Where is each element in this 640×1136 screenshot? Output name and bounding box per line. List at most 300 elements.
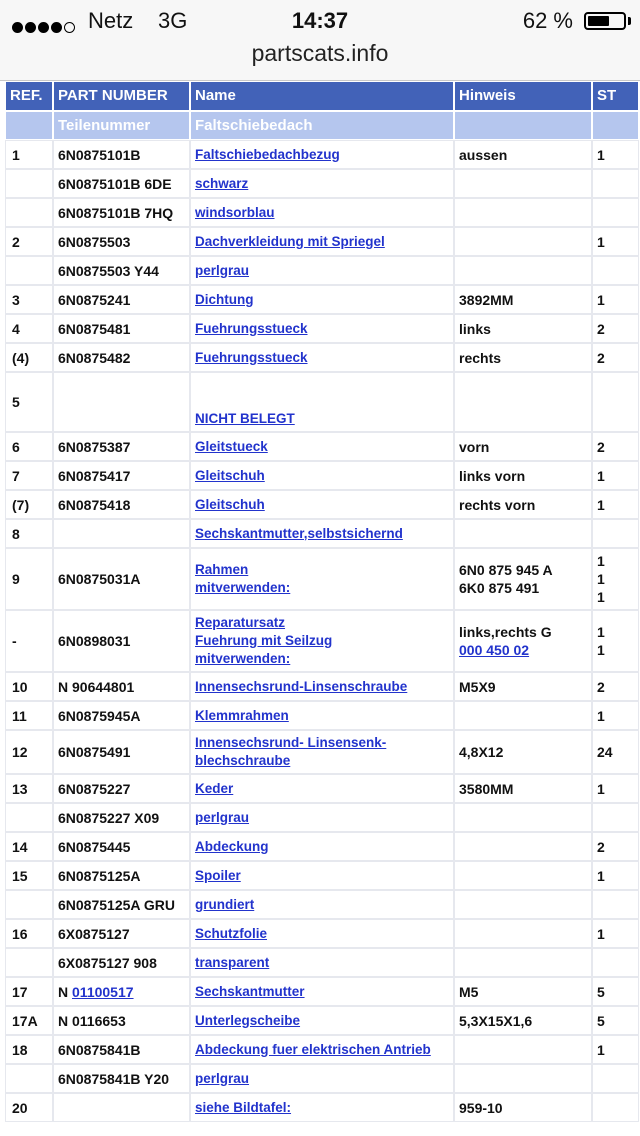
part-name-link[interactable]: Fuehrungsstueck: [195, 320, 308, 336]
table-row: [6, 731, 638, 773]
name-cell: [191, 978, 453, 1005]
hinweis-text: links vorn: [459, 467, 526, 484]
hinweis-cell: [455, 702, 591, 729]
table-row: [6, 833, 638, 860]
quantity: 1: [597, 780, 605, 797]
part-number-cell: [54, 1065, 189, 1092]
hinweis-text: 3892MM: [459, 291, 514, 308]
name-cell: [191, 228, 453, 255]
ref-cell: 4: [6, 315, 52, 342]
part-number: 6N0875503: [58, 233, 131, 250]
name-cell: [191, 775, 453, 802]
name-cell: [191, 462, 453, 489]
quantity: 5: [597, 1012, 605, 1029]
table-row: [6, 1094, 638, 1121]
table-row: [6, 433, 638, 460]
ref-cell: 5: [6, 373, 52, 431]
table-row: [6, 491, 638, 518]
name-cell: [191, 1007, 453, 1034]
hinweis-cell: [455, 199, 591, 226]
part-number: 6N0875481: [58, 320, 131, 337]
part-name-link[interactable]: mitverwenden:: [195, 580, 291, 595]
quantity-cell: [593, 491, 638, 518]
part-name-link[interactable]: Abdeckung fuer elektrischen Antrieb: [195, 1041, 431, 1057]
table-row: [6, 775, 638, 802]
part-name-link[interactable]: Sechskantmutter: [195, 983, 305, 999]
clock: 14:37: [291, 8, 349, 33]
table-row: [6, 611, 638, 671]
quantity-cell: [593, 170, 638, 197]
hinweis-cell: [455, 833, 591, 860]
quantity-cell: [593, 702, 638, 729]
part-name-link[interactable]: siehe Bildtafel:: [195, 1099, 292, 1115]
part-name-link[interactable]: Dachverkleidung mit Spriegel: [195, 233, 385, 249]
quantity-cell: [593, 731, 638, 773]
battery-tip: [628, 17, 631, 25]
quantity-cell: [593, 257, 638, 284]
hinweis-cell: [455, 978, 591, 1005]
hinweis-cell: [455, 1065, 591, 1092]
part-number: 6N0875241: [58, 291, 131, 308]
part-name-link[interactable]: Fuehrungsstueck: [195, 349, 308, 365]
part-number-cell: [54, 1036, 189, 1063]
table-row: [6, 949, 638, 976]
name-cell: [191, 170, 453, 197]
hinweis-cell: [455, 1094, 591, 1121]
part-number-cell: [54, 862, 189, 889]
ref-cell: 1: [6, 141, 52, 168]
table-header-row: [6, 82, 638, 110]
part-number: N 90644801: [58, 678, 135, 695]
table-row: [6, 141, 638, 168]
name-cell: [191, 949, 453, 976]
name-cell: [191, 920, 453, 947]
part-number-cell: [54, 775, 189, 802]
part-name-link[interactable]: Dichtung: [195, 291, 254, 307]
name-cell: [191, 702, 453, 729]
ref-cell: 13: [6, 775, 52, 802]
part-number-cell: [54, 731, 189, 773]
hinweis-cell: [455, 373, 591, 431]
part-name-link[interactable]: Rahmen: [195, 562, 249, 577]
table-row: [6, 978, 638, 1005]
part-name-link[interactable]: Innensechsrund-Linsenschraube: [195, 678, 408, 694]
table-row: [6, 199, 638, 226]
ref-cell: [6, 199, 52, 226]
ref-cell: [6, 804, 52, 831]
ref-cell: 14: [6, 833, 52, 860]
quantity: 24: [597, 744, 613, 760]
part-number-cell: [54, 170, 189, 197]
quantity-cell: [593, 141, 638, 168]
part-number-link[interactable]: 01100517: [72, 983, 134, 1000]
part-number: 6N0875125A: [58, 867, 141, 884]
ref-cell: 17: [6, 978, 52, 1005]
part-name-link[interactable]: perlgrau: [195, 262, 250, 278]
part-number-cell: [54, 344, 189, 371]
quantity-cell: [593, 1036, 638, 1063]
table-row: [6, 315, 638, 342]
part-number: 6N0875482: [58, 349, 131, 366]
hinweis-cell: [455, 862, 591, 889]
ref-cell: 20: [6, 1094, 52, 1121]
part-name-link[interactable]: Keder: [195, 780, 234, 796]
part-name-link[interactable]: NICHT BELEGT: [195, 411, 295, 426]
table-row: [6, 804, 638, 831]
name-cell: [191, 286, 453, 313]
table-subheader-row: [6, 112, 638, 139]
quantity-cell: [593, 228, 638, 255]
part-number-cell: [54, 491, 189, 518]
part-name-link[interactable]: schwarz: [195, 175, 249, 191]
name-cell: [191, 141, 453, 168]
hinweis-cell: [455, 1007, 591, 1034]
hinweis-cell: [455, 228, 591, 255]
hinweis-cell: [455, 949, 591, 976]
ref-cell: 7: [6, 462, 52, 489]
part-number: 6N0875841B: [58, 1041, 141, 1058]
quantity: 1: [597, 291, 605, 308]
hinweis-cell: [455, 920, 591, 947]
hinweis-text: 4,8X12: [459, 744, 504, 760]
ref-cell: [6, 257, 52, 284]
part-number-cell: [54, 228, 189, 255]
part-name-link[interactable]: Gleitschuh: [195, 496, 265, 512]
name-cell: [191, 549, 453, 609]
header-st: ST: [593, 82, 638, 110]
part-number-cell: [54, 702, 189, 729]
hinweis-text: M5X9: [459, 678, 496, 695]
part-number-cell: [54, 433, 189, 460]
table-row: [6, 862, 638, 889]
table-row: [6, 228, 638, 255]
ref-cell: [6, 949, 52, 976]
header-part-number: PART NUMBER: [54, 82, 189, 110]
part-number-cell: [54, 611, 189, 671]
ref-cell: -: [6, 611, 52, 671]
name-cell: [191, 199, 453, 226]
part-name-link[interactable]: Gleitschuh: [195, 467, 265, 483]
hinweis-cell: [455, 462, 591, 489]
part-name-link[interactable]: mitverwenden:: [195, 651, 291, 666]
part-number-cell: [54, 373, 189, 431]
quantity: 1: [597, 589, 605, 605]
table-row: [6, 520, 638, 547]
table-row: [6, 373, 638, 431]
hinweis-cell: [455, 170, 591, 197]
quantity-cell: [593, 949, 638, 976]
part-name-link[interactable]: Faltschiebedachbezug: [195, 146, 340, 162]
part-number-cell: [54, 462, 189, 489]
quantity-cell: [593, 891, 638, 918]
quantity-cell: [593, 862, 638, 889]
hinweis-text: links,rechts G: [459, 624, 552, 640]
table-row: [6, 286, 638, 313]
name-cell: [191, 1036, 453, 1063]
name-cell: [191, 1094, 453, 1121]
ref-cell: 12: [6, 731, 52, 773]
quantity-cell: [593, 920, 638, 947]
hinweis-cell: [455, 257, 591, 284]
part-number-cell: [54, 199, 189, 226]
ref-cell: 3: [6, 286, 52, 313]
ref-cell: 9: [6, 549, 52, 609]
hinweis-text: 3580MM: [459, 780, 514, 797]
hinweis-cell: [455, 611, 591, 671]
name-cell: [191, 891, 453, 918]
browser-chrome: [0, 0, 640, 81]
quantity: 1: [597, 467, 605, 484]
part-name-link[interactable]: Innensechsrund- Linsensenk-: [195, 735, 387, 750]
quantity: 2: [597, 320, 605, 337]
quantity: 2: [597, 838, 605, 855]
part-name-link[interactable]: Sechskantmutter,selbstsichernd: [195, 525, 403, 541]
quantity: 1: [597, 146, 605, 163]
quantity: 1: [597, 624, 605, 640]
table-row: [6, 1036, 638, 1063]
quantity: 1: [597, 553, 605, 569]
part-number: 6N0875945A: [58, 707, 141, 724]
parts-table: [4, 80, 640, 1123]
quantity-cell: [593, 286, 638, 313]
hinweis-cell: [455, 549, 591, 609]
address-bar[interactable]: partscats.info: [251, 40, 389, 66]
carrier-name: Netz: [88, 8, 134, 33]
hinweis-text: 5,3X15X1,6: [459, 1012, 533, 1029]
part-number-cell: [54, 315, 189, 342]
ref-cell: 17A: [6, 1007, 52, 1034]
quantity: 2: [597, 349, 605, 366]
quantity-cell: [593, 315, 638, 342]
part-number: N 0116653: [58, 1012, 126, 1029]
quantity-cell: [593, 611, 638, 671]
quantity-cell: [593, 433, 638, 460]
table-row: [6, 170, 638, 197]
quantity: 1: [597, 1041, 605, 1058]
table-row: [6, 673, 638, 700]
part-name-link[interactable]: transparent: [195, 954, 270, 970]
name-cell: [191, 433, 453, 460]
quantity-cell: [593, 344, 638, 371]
quantity-cell: [593, 833, 638, 860]
table-row: [6, 344, 638, 371]
part-name-link[interactable]: Klemmrahmen: [195, 707, 289, 723]
quantity: 2: [597, 678, 605, 695]
header-hinweis: Hinweis: [455, 82, 591, 110]
hinweis-text: rechts vorn: [459, 496, 536, 513]
part-number-cell: [54, 1007, 189, 1034]
ref-cell: (4): [6, 344, 52, 371]
subheader-empty: [6, 112, 52, 139]
part-number: 6N0875227 X09: [58, 809, 160, 826]
parts-table-container: [0, 80, 640, 1123]
quantity: 1: [597, 867, 605, 884]
ref-cell: 16: [6, 920, 52, 947]
name-cell: [191, 731, 453, 773]
ref-cell: 6: [6, 433, 52, 460]
name-cell: [191, 804, 453, 831]
quantity-cell: [593, 520, 638, 547]
table-row: [6, 920, 638, 947]
part-number: 6X0875127 908: [58, 954, 157, 971]
quantity-cell: [593, 549, 638, 609]
part-number: 6N0875503 Y44: [58, 262, 159, 279]
hinweis-cell: [455, 344, 591, 371]
part-number: 6N0875417: [58, 467, 131, 484]
ref-cell: 2: [6, 228, 52, 255]
header-name: Name: [191, 82, 453, 110]
hinweis-text: 6K0 875 491: [459, 580, 540, 596]
part-number-cell: [54, 141, 189, 168]
hinweis-text: vorn: [459, 438, 490, 455]
part-name-link[interactable]: perlgrau: [195, 809, 250, 825]
header-ref: REF.: [6, 82, 52, 110]
part-name-link[interactable]: Unterlegscheibe: [195, 1012, 301, 1028]
part-number: 6N0875031A: [58, 571, 141, 587]
quantity-cell: [593, 1007, 638, 1034]
part-name-link[interactable]: perlgrau: [195, 1070, 250, 1086]
hinweis-cell: [455, 520, 591, 547]
subheader-teilenummer: Teilenummer: [54, 112, 189, 139]
hinweis-cell: [455, 731, 591, 773]
hinweis-text: aussen: [459, 146, 508, 163]
quantity: 5: [597, 983, 605, 1000]
quantity-cell: [593, 673, 638, 700]
hinweis-link[interactable]: 000 450 02: [459, 642, 530, 658]
name-cell: [191, 344, 453, 371]
quantity-cell: [593, 775, 638, 802]
hinweis-cell: [455, 891, 591, 918]
table-row: [6, 702, 638, 729]
quantity-cell: [593, 804, 638, 831]
part-number: 6N0898031: [58, 633, 131, 649]
name-cell: [191, 673, 453, 700]
quantity: 2: [597, 438, 605, 455]
hinweis-text: 959-10: [459, 1099, 503, 1116]
part-number: 6N0875101B 7HQ: [58, 204, 174, 221]
status-bar: [0, 0, 640, 40]
hinweis-text: rechts: [459, 349, 502, 366]
table-row: [6, 1065, 638, 1092]
quantity: 1: [597, 925, 605, 942]
part-name-link[interactable]: blechschraube: [195, 753, 291, 768]
part-number: 6N0875418: [58, 496, 131, 513]
ref-cell: 11: [6, 702, 52, 729]
part-number-cell: [54, 520, 189, 547]
quantity: 1: [597, 642, 605, 658]
part-number: 6N0875101B: [58, 146, 141, 163]
hinweis-cell: [455, 141, 591, 168]
part-name-link[interactable]: Reparatursatz: [195, 615, 286, 630]
part-name-link[interactable]: Spoiler: [195, 867, 241, 883]
part-name-link[interactable]: Fuehrung mit Seilzug: [195, 633, 333, 648]
part-name-link[interactable]: grundiert: [195, 896, 255, 912]
quantity: 1: [597, 496, 605, 513]
hinweis-cell: [455, 1036, 591, 1063]
name-cell: [191, 611, 453, 671]
quantity-cell: [593, 373, 638, 431]
part-number-cell: [54, 804, 189, 831]
name-cell: [191, 833, 453, 860]
hinweis-cell: [455, 804, 591, 831]
ref-cell: [6, 1065, 52, 1092]
hinweis-cell: [455, 315, 591, 342]
name-cell: [191, 862, 453, 889]
table-row: [6, 891, 638, 918]
ref-cell: [6, 891, 52, 918]
quantity-cell: [593, 1094, 638, 1121]
part-number: 6N0875491: [58, 744, 131, 760]
part-number: 6N0875101B 6DE: [58, 175, 172, 192]
quantity: 1: [597, 233, 605, 250]
part-number: 6N0875125A GRU: [58, 896, 175, 913]
part-number-cell: [54, 257, 189, 284]
subheader-group-title: Faltschiebedach: [191, 112, 453, 139]
name-cell: [191, 257, 453, 284]
ref-cell: 8: [6, 520, 52, 547]
part-number: 6N0875445: [58, 838, 131, 855]
part-number-cell: [54, 833, 189, 860]
hinweis-cell: [455, 433, 591, 460]
parts-table-body: [6, 141, 638, 1121]
quantity: 1: [597, 571, 605, 587]
part-number-cell: [54, 1094, 189, 1121]
quantity-cell: [593, 1065, 638, 1092]
hinweis-text: links: [459, 320, 491, 337]
battery-level-fill: [588, 16, 609, 26]
network-type: 3G: [158, 8, 188, 33]
hinweis-cell: [455, 775, 591, 802]
name-cell: [191, 373, 453, 431]
table-row: [6, 549, 638, 609]
subheader-empty: [593, 112, 638, 139]
part-number: 6N0875227: [58, 780, 131, 797]
battery-percent: 62 %: [522, 8, 573, 33]
name-cell: [191, 491, 453, 518]
quantity-cell: [593, 978, 638, 1005]
ref-cell: [6, 170, 52, 197]
name-cell: [191, 1065, 453, 1092]
quantity: 1: [597, 707, 605, 724]
part-number-cell: [54, 286, 189, 313]
quantity-cell: [593, 199, 638, 226]
ref-cell: 18: [6, 1036, 52, 1063]
battery-icon: [584, 12, 626, 30]
part-number-cell: [54, 949, 189, 976]
quantity-cell: [593, 462, 638, 489]
hinweis-cell: [455, 491, 591, 518]
name-cell: [191, 520, 453, 547]
table-row: [6, 257, 638, 284]
part-number: N: [58, 983, 69, 1000]
hinweis-cell: [455, 673, 591, 700]
ref-cell: (7): [6, 491, 52, 518]
part-number-cell: [54, 978, 189, 1005]
ref-cell: 10: [6, 673, 52, 700]
name-cell: [191, 315, 453, 342]
part-name-link[interactable]: windsorblau: [195, 204, 275, 220]
part-number: 6X0875127: [58, 925, 130, 942]
subheader-empty: [455, 112, 591, 139]
part-name-link[interactable]: Gleitstueck: [195, 438, 268, 454]
part-number-cell: [54, 673, 189, 700]
part-name-link[interactable]: Schutzfolie: [195, 925, 268, 941]
part-name-link[interactable]: Abdeckung: [195, 838, 269, 854]
hinweis-text: 6N0 875 945 A: [459, 562, 553, 578]
part-number-cell: [54, 549, 189, 609]
part-number-cell: [54, 920, 189, 947]
ref-cell: 15: [6, 862, 52, 889]
